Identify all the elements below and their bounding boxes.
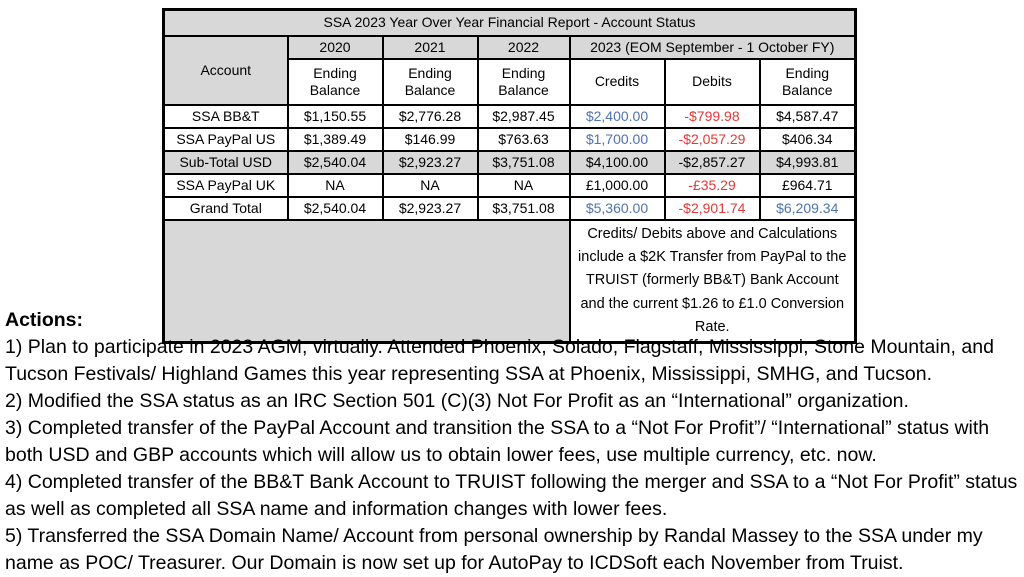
actions-section [5,307,1021,577]
account-column-header: Account [164,36,288,105]
table-row [164,174,856,197]
value-cell: $4,100.00 [570,151,665,174]
ending-balance-header-2023: Ending Balance [760,59,856,105]
value-cell: $1,700.00 [570,128,665,151]
actions-heading: Actions: [5,309,83,331]
account-cell: SSA PayPal UK [164,174,288,197]
table-note: Credits/ Debits above and Calculations include a $2K Transfer from PayPal to the TRUIST (formerly BB&T) Bank Account and the current $1.26 to £1.0 Conversion Rate. [570,220,856,342]
table-header [164,10,856,106]
value-cell: $2,776.28 [383,105,478,128]
action-item: 2) Modified the SSA status as an IRC Section 501 (C)(3) Not For Profit as an “International” organization. [5,390,909,412]
value-cell: NA [288,174,383,197]
table-row [164,151,856,174]
ending-balance-header-2021: Ending Balance [383,59,478,105]
value-cell: -£35.29 [665,174,760,197]
value-cell: $406.34 [760,128,856,151]
value-cell: -$799.98 [665,105,760,128]
value-cell: £964.71 [760,174,856,197]
value-cell: $2,540.04 [288,197,383,220]
credits-header: Credits [570,59,665,105]
value-cell: $4,587.47 [760,105,856,128]
value-cell: $146.99 [383,128,478,151]
value-cell: -$2,857.27 [665,151,760,174]
action-item: 1) Plan to participate in 2023 AGM, virtually. Attended Phoenix, Solado, Flagstaff, Mississippi, Stone Mountain, and Tucson Festivals/ Highland Games this year representing SSA at Phoenix, Mississippi, SMHG, and Tucson. [5,336,994,385]
table-row [164,197,856,220]
value-cell: -$2,901.74 [665,197,760,220]
account-cell: Sub-Total USD [164,151,288,174]
value-cell: $6,209.34 [760,197,856,220]
value-cell: $2,540.04 [288,151,383,174]
year-2020-header: 2020 [288,36,383,59]
value-cell: $1,150.55 [288,105,383,128]
group-2023-header: 2023 (EOM September - 1 October FY) [570,36,856,59]
value-cell: $5,360.00 [570,197,665,220]
value-cell: £1,000.00 [570,174,665,197]
table-title: SSA 2023 Year Over Year Financial Report - Account Status [164,10,856,37]
account-cell: SSA PayPal US [164,128,288,151]
debits-header: Debits [665,59,760,105]
value-cell: $3,751.08 [478,197,570,220]
financial-report-table [162,8,857,344]
account-cell: Grand Total [164,197,288,220]
value-cell: $2,923.27 [383,151,478,174]
report-table-body [164,105,856,220]
value-cell: $2,923.27 [383,197,478,220]
ending-balance-header-2022: Ending Balance [478,59,570,105]
account-cell: SSA BB&T [164,105,288,128]
action-item: 5) Transferred the SSA Domain Name/ Account from personal ownership by Randal Massey to the SSA under my name as POC/ Treasurer. Our Domain is now set up for AutoPay to ICDSoft each November from Truist. [5,525,983,574]
value-cell: $2,400.00 [570,105,665,128]
table-row [164,128,856,151]
value-cell: $763.63 [478,128,570,151]
value-cell: $2,987.45 [478,105,570,128]
value-cell: -$2,057.29 [665,128,760,151]
value-cell: $1,389.49 [288,128,383,151]
action-item: 4) Completed transfer of the BB&T Bank Account to TRUIST following the merger and SSA to a “Not For Profit” status as well as completed all SSA name and information changes with lower fees. [5,471,1018,520]
table-title-row [164,10,856,37]
year-2021-header: 2021 [383,36,478,59]
value-cell: $3,751.08 [478,151,570,174]
value-cell: $4,993.81 [760,151,856,174]
value-cell: NA [383,174,478,197]
year-2022-header: 2022 [478,36,570,59]
actions-list [5,334,1021,577]
value-cell: NA [478,174,570,197]
action-item: 3) Completed transfer of the PayPal Account and transition the SSA to a “Not For Profit”/ “International” status with both USD and GBP accounts which will allow us to obtain lower fees, use multiple currency, etc. now. [5,417,990,466]
table-row [164,105,856,128]
year-header-row [164,36,856,59]
ending-balance-header-2020: Ending Balance [288,59,383,105]
